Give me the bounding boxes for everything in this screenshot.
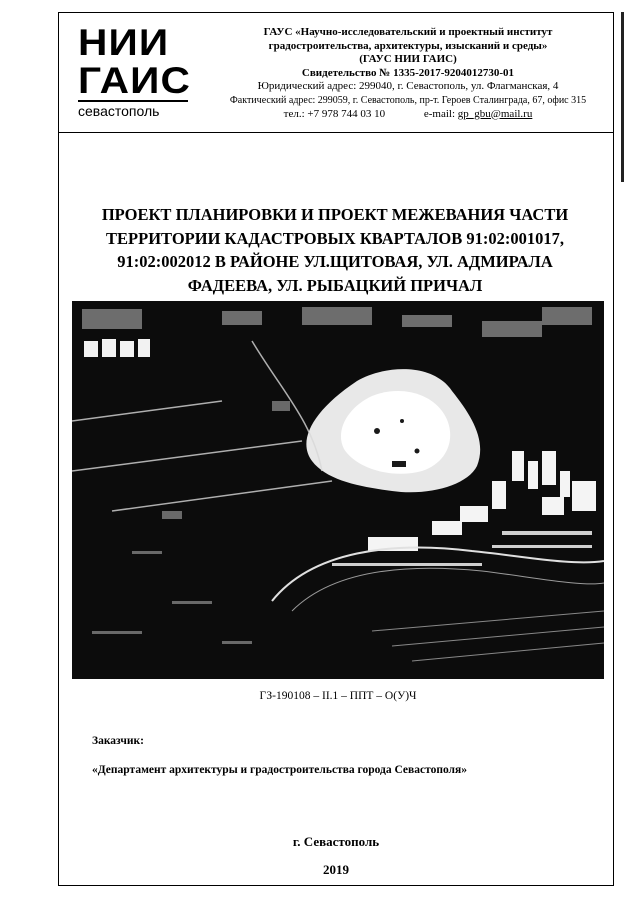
org-short-name: (ГАУС НИИ ГАИС) xyxy=(359,53,457,66)
org-name-line-1: ГАУС «Научно-исследовательский и проектный институт xyxy=(263,26,553,38)
document-code: ГЗ-190108 – II.1 – ППТ – О(У)Ч xyxy=(259,690,417,702)
org-actual-address: Фактический адрес: 299059, г. Севастополь, пр-т. Героев Сталинграда, 67, офис 315 xyxy=(229,94,587,106)
org-email-link[interactable]: gp_gbu@mail.ru xyxy=(457,107,533,120)
logo-line-3: севастополь xyxy=(78,100,188,120)
org-email-block xyxy=(424,108,533,120)
org-certificate: Свидетельство № 1335-2017-9204012730-01 xyxy=(301,66,515,79)
document-year: 2019 xyxy=(323,862,349,877)
scan-edge xyxy=(621,12,624,182)
org-phone: тел.: +7 978 744 03 10 xyxy=(283,107,386,120)
title-line-2: ТЕРРИТОРИИ КАДАСТРОВЫХ КВАРТАЛОВ 91:02:001017, xyxy=(106,228,564,248)
title-line-4: ФАДЕЕВА, УЛ. РЫБАЦКИЙ ПРИЧАЛ xyxy=(187,275,483,295)
org-legal-address: Юридический адрес: 299040, г. Севастополь, ул. Флагманская, 4 xyxy=(257,80,559,93)
org-contacts xyxy=(204,108,612,122)
organization-header xyxy=(204,26,612,121)
header-divider xyxy=(58,132,614,133)
logo-line-1: НИИ xyxy=(78,22,170,63)
org-name-line-2: градостроительства, архитектуры, изысканий и среды» xyxy=(268,39,548,52)
title-line-3: 91:02:002012 В РАЙОНЕ УЛ.ЩИТОВАЯ, УЛ. АДМИРАЛА xyxy=(117,252,553,271)
customer-name: «Департамент архитектуры и градостроительства города Севастополя» xyxy=(92,764,467,776)
nii-gais-logo xyxy=(78,22,198,119)
document-city: г. Севастополь xyxy=(292,834,380,849)
org-email-label: e-mail: xyxy=(423,107,458,120)
aerial-photo xyxy=(72,301,604,679)
title-line-1: ПРОЕКТ ПЛАНИРОВКИ И ПРОЕКТ МЕЖЕВАНИЯ ЧАСТИ xyxy=(101,205,569,224)
logo-line-2: ГАИС xyxy=(78,60,191,101)
document-title xyxy=(80,203,590,297)
customer-label: Заказчик: xyxy=(92,735,144,747)
